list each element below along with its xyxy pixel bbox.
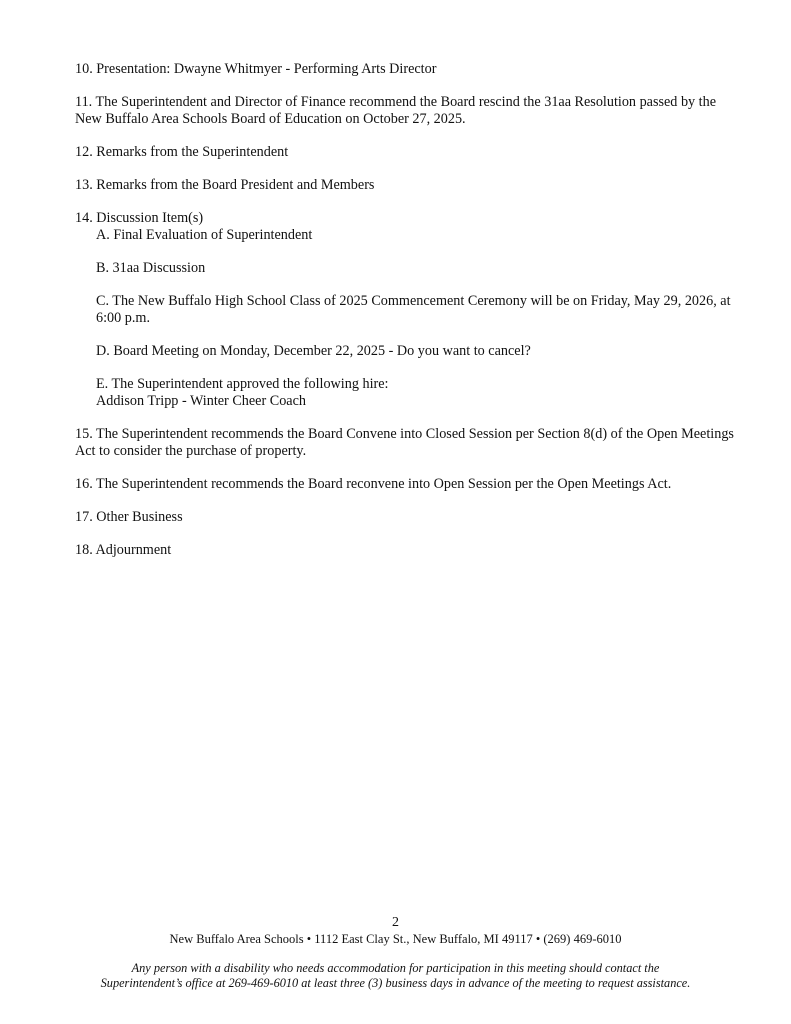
discussion-item-c-line-1: C. The New Buffalo High School Class of 2025 Commencement Ceremony will be on Friday, May 29, 2026, at — [96, 293, 731, 309]
discussion-item-c-line-2: 6:00 p.m. — [96, 310, 150, 326]
footer-address: New Buffalo Area Schools • 1112 East Clay St., New Buffalo, MI 49117 • (269) 469-6010 — [169, 932, 622, 946]
accessibility-notice-line-2: Superintendent’s office at 269-469-6010 at least three (3) business days in advance of the meeting to request assistance. — [100, 976, 691, 990]
agenda-item-18-text: 18. Adjournment — [75, 542, 172, 558]
agenda-item-13 — [75, 177, 745, 194]
agenda-list — [75, 61, 745, 559]
agenda-item-15-line-1: 15. The Superintendent recommends the Board Convene into Closed Session per Section 8(d) of the Open Meetings — [75, 426, 734, 442]
discussion-item-a — [96, 227, 745, 244]
agenda-item-15-line-2: Act to consider the purchase of property. — [75, 443, 307, 459]
discussion-item-b-text: B. 31aa Discussion — [96, 260, 206, 276]
agenda-item-16-text: 16. The Superintendent recommends the Board reconvene into Open Session per the Open Meetings Act. — [75, 476, 672, 492]
agenda-item-17-text: 17. Other Business — [75, 509, 183, 525]
agenda-item-14 — [75, 210, 745, 410]
agenda-item-17 — [75, 509, 745, 526]
agenda-item-10-text: 10. Presentation: Dwayne Whitmyer - Performing Arts Director — [75, 61, 437, 77]
discussion-item-d — [96, 343, 745, 360]
discussion-item-c — [96, 293, 745, 327]
agenda-item-18 — [75, 542, 745, 559]
agenda-item-11-line-1: 11. The Superintendent and Director of Finance recommend the Board rescind the 31aa Resolution passed by the — [75, 94, 717, 110]
agenda-item-13-text: 13. Remarks from the Board President and Members — [75, 177, 375, 193]
agenda-item-10 — [75, 61, 745, 78]
page-number: 2 — [392, 915, 399, 930]
discussion-item-e-line-2: Addison Tripp - Winter Cheer Coach — [96, 393, 306, 409]
agenda-item-11-line-2: New Buffalo Area Schools Board of Education on October 27, 2025. — [75, 111, 466, 127]
agenda-item-16 — [75, 476, 745, 493]
accessibility-notice — [0, 961, 791, 991]
discussion-item-a-text: A. Final Evaluation of Superintendent — [96, 227, 313, 243]
discussion-item-b — [96, 260, 745, 277]
discussion-item-d-text: D. Board Meeting on Monday, December 22, 2025 - Do you want to cancel? — [96, 343, 531, 359]
agenda-item-12-text: 12. Remarks from the Superintendent — [75, 144, 289, 160]
agenda-item-15 — [75, 426, 745, 460]
discussion-item-e — [96, 376, 745, 410]
agenda-item-14-heading: 14. Discussion Item(s) — [75, 210, 204, 226]
agenda-item-11 — [75, 94, 745, 128]
agenda-item-12 — [75, 144, 745, 161]
discussion-item-e-line-1: E. The Superintendent approved the following hire: — [96, 376, 389, 392]
accessibility-notice-line-1: Any person with a disability who needs accommodation for participation in this meeting should contact the — [131, 961, 660, 975]
